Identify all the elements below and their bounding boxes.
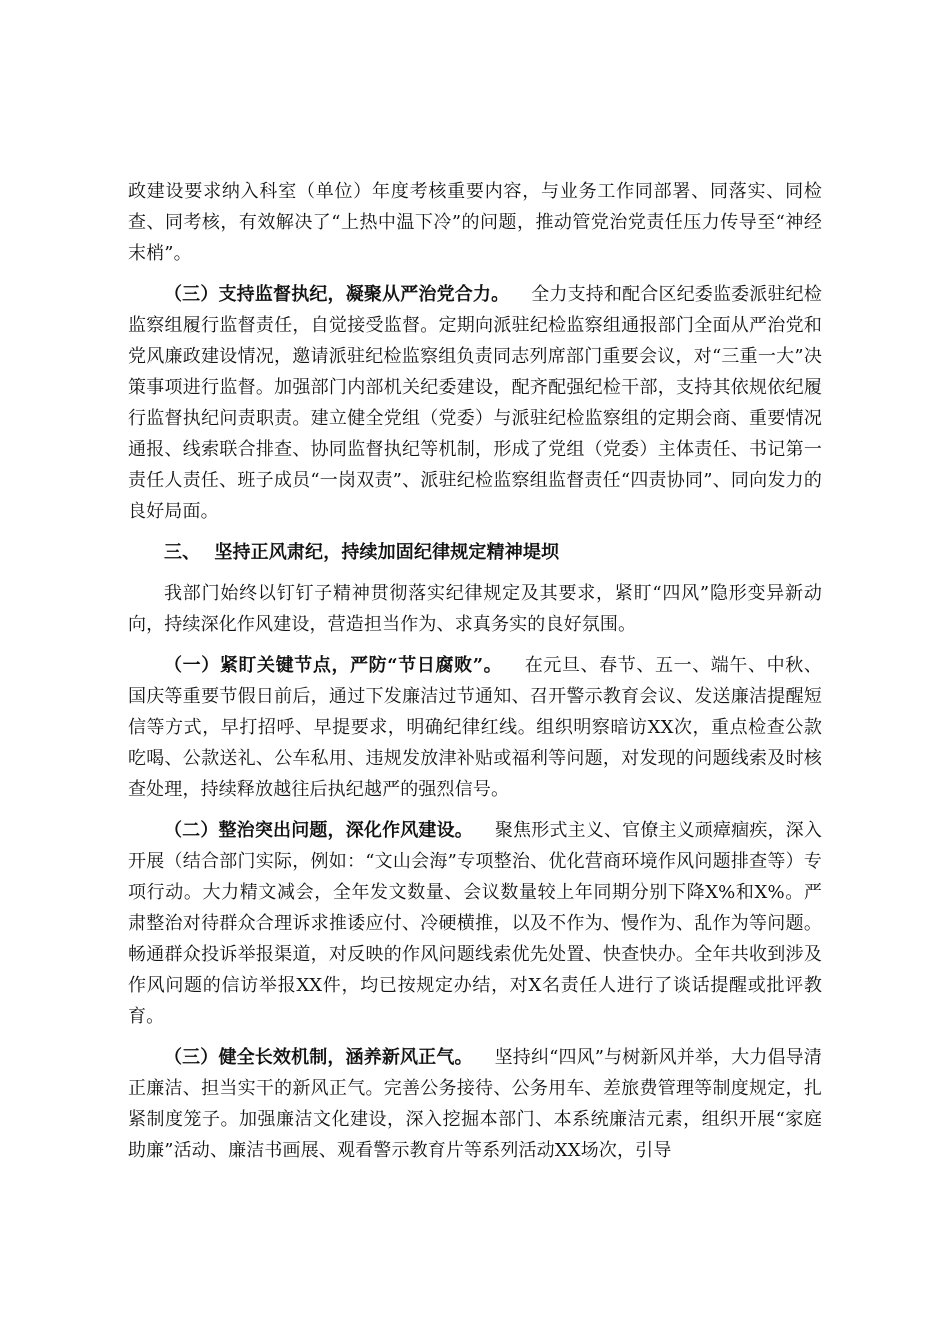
paragraph-continuation — [128, 176, 822, 269]
paragraph-long-term-mechanism — [128, 1042, 822, 1166]
section-heading-text: 坚持正风肃纪，持续加固纪律规定精神堤坝 — [214, 542, 560, 563]
paragraph-text: 我部门始终以钉钉子精神贯彻落实纪律规定及其要求，紧盯“四风”隐形变异新动向，持续深化作风建设，营造担当作为、求真务实的良好氛围。 — [128, 583, 822, 635]
paragraph-text: 政建设要求纳入科室（单位）年度考核重要内容，与业务工作同部署、同落实、同检查、同考核，有效解决了“上热中温下冷”的问题，推动管党治党责任压力传导至“神经末梢”。 — [128, 181, 822, 264]
paragraph-text: 在元旦、春节、五一、端午、中秋、国庆等重要节假日前后，通过下发廉洁过节通知、召开警示教育会议、发送廉洁提醒短信等方式，早打招呼、早提要求，明确纪律红线。组织明察暗访XX次，重点检查公款吃喝、公款送礼、公车私用、违规发放津补贴或福利等问题，对发现的问题线索及时核查处理，持续释放越往后执纪越严的强烈信号。 — [128, 655, 822, 800]
section-heading-number: 三、 — [164, 542, 201, 563]
paragraph-text: 全力支持和配合区纪委监委派驻纪检监察组履行监督责任，自觉接受监督。定期向派驻纪检监察组通报部门全面从严治党和党风廉政建设情况，邀请派驻纪检监察组负责同志列席部门重要会议，对“三重一大”决策事项进行监督。加强部门内部机关纪委建设，配齐配强纪检干部，支持其依规依纪履行监督执纪问责职责。建立健全党组（党委）与派驻纪检监察组的定期会商、重要情况通报、线索联合排查、协同监督执纪等机制，形成了党组（党委）主体责任、书记第一责任人责任、班子成员“一岗双责”、派驻纪检监察组监督责任“四责协同”、同向发力的良好局面。 — [128, 284, 822, 522]
section-heading-three — [128, 537, 822, 568]
paragraph-holiday-corruption — [128, 650, 822, 805]
paragraph-lead-heading: （二）整治突出问题，深化作风建设。 — [164, 820, 473, 841]
paragraph-text: 坚持纠“四风”与树新风并举，大力倡导清正廉洁、担当实干的新风正气。完善公务接待、公务用车、差旅费管理等制度规定，扎紧制度笼子。加强廉洁文化建设，深入挖掘本部门、本系统廉洁元素，组织开展“家庭助廉”活动、廉洁书画展、观看警示教育片等系列活动XX场次，引导 — [128, 1047, 822, 1161]
paragraph-lead-heading: （三）健全长效机制，涵养新风正气。 — [164, 1047, 473, 1068]
document-body — [128, 176, 822, 1166]
paragraph-section-intro — [128, 578, 822, 640]
paragraph-text: 聚焦形式主义、官僚主义顽瘴痼疾，深入开展（结合部门实际，例如：“文山会海”专项整治、优化营商环境作风问题排查等）专项行动。大力精文减会，全年发文数量、会议数量较上年同期分别下降X%和X%。严肃整治对待群众合理诉求推诿应付、冷硬横推，以及不作为、慢作为、乱作为等问题。畅通群众投诉举报渠道，对反映的作风问题线索优先处置、快查快办。全年共收到涉及作风问题的信访举报XX件，均已按规定办结，对X名责任人进行了谈话提醒或批评教育。 — [128, 820, 822, 1027]
paragraph-lead-heading: （一）紧盯关键节点，严防“节日腐败”。 — [164, 655, 503, 676]
paragraph-support-supervision — [128, 279, 822, 527]
paragraph-lead-heading: （三）支持监督执纪，凝聚从严治党合力。 — [164, 284, 510, 305]
paragraph-work-style — [128, 815, 822, 1032]
